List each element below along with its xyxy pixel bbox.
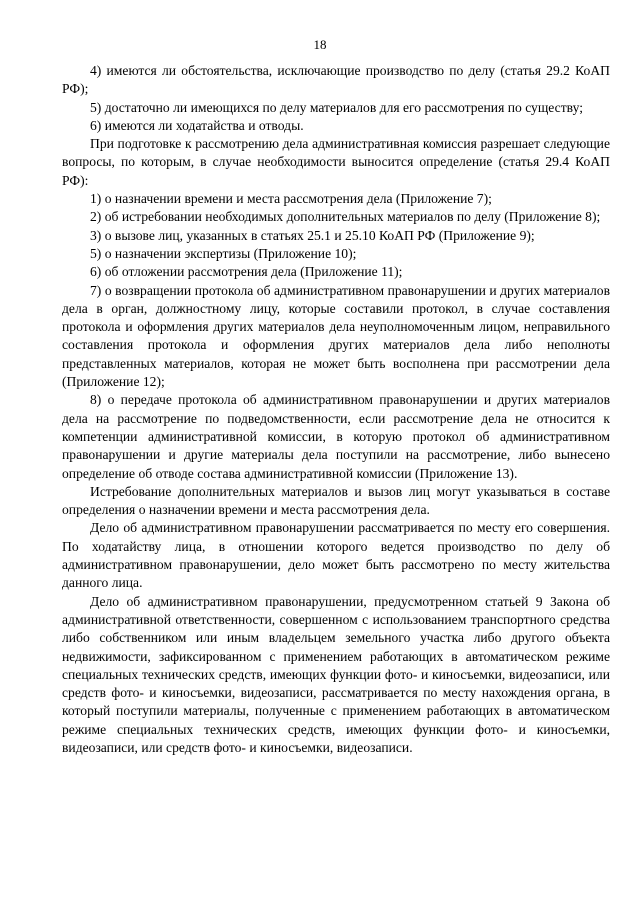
- paragraph: 1) о назначении времени и места рассмотрения дела (Приложение 7);: [90, 191, 492, 207]
- paragraph: 3) о вызове лиц, указанных в статьях 25.1 и 25.10 КоАП РФ (Приложение 9);: [90, 227, 535, 243]
- paragraph: 6) имеются ли ходатайства и отводы.: [90, 117, 304, 133]
- paragraph: Дело об административном правонарушении, предусмотренном статьей 9 Закона об административной ответственности, совершенном с использованием транспортного средства либо собственником или иным владельцем земельного участка либо другого объекта недвижимости, зафиксированном с применением работающих в автоматическом режиме специальных технических средств, имеющих функции фото- и киносъемки, видеозаписи, или средств фото- и киносъемки, видеозаписи, рассматривается по месту нахождения органа, в который поступили материалы, полученные с применением работающих в автоматическом режиме специальных технических средств, имеющих функции фото- и киносъемки, видеозаписи, или средств фото- и киносъемки, видеозаписи.: [62, 593, 610, 755]
- document-body: [62, 62, 610, 757]
- page-number: 18: [313, 37, 327, 52]
- paragraph: При подготовке к рассмотрению дела административная комиссия разрешает следующие вопросы, по которым, в случае необходимости выносится определение (статья 29.4 КоАП РФ):: [62, 136, 610, 188]
- paragraph: 8) о передаче протокола об административном правонарушении и других материалов дела на рассмотрение по подведомственности, если рассмотрение дела не относится к компетенции административной комиссии, в которую протокол об административном правонарушении и другие материалы дела поступили на рассмотрение, либо вынесено определение об отводе состава административной комиссии (Приложение 13).: [62, 392, 610, 481]
- paragraph: Дело об административном правонарушении рассматривается по месту его совершения. По ходатайству лица, в отношении которого ведется производство по делу об административном правонарушении, дело может быть рассмотрено по месту жительства данного лица.: [62, 520, 610, 591]
- paragraph: 4) имеются ли обстоятельства, исключающие производство по делу (статья 29.2 КоАП РФ);: [62, 63, 610, 97]
- paragraph: Истребование дополнительных материалов и вызов лиц могут указываться в составе определения о назначении времени и места рассмотрения дела.: [62, 483, 610, 518]
- paragraph: 5) о назначении экспертизы (Приложение 10);: [90, 245, 357, 261]
- paragraph: 2) об истребовании необходимых дополнительных материалов по делу (Приложение 8);: [90, 209, 601, 225]
- paragraph: 6) об отложении рассмотрения дела (Приложение 11);: [90, 264, 403, 280]
- paragraph: 5) достаточно ли имеющихся по делу материалов для его рассмотрения по существу;: [90, 99, 584, 115]
- paragraph: 7) о возвращении протокола об административном правонарушении и других материалов дела в орган, должностному лицу, которые составили протокол, в случае составления протокола и оформления других материалов дела неуполномоченным лицом, неправильного составления протокола и оформления других материалов дела либо неполноты представленных материалов, которая не может быть восполнена при рассмотрении дела (Приложение 12);: [62, 282, 610, 390]
